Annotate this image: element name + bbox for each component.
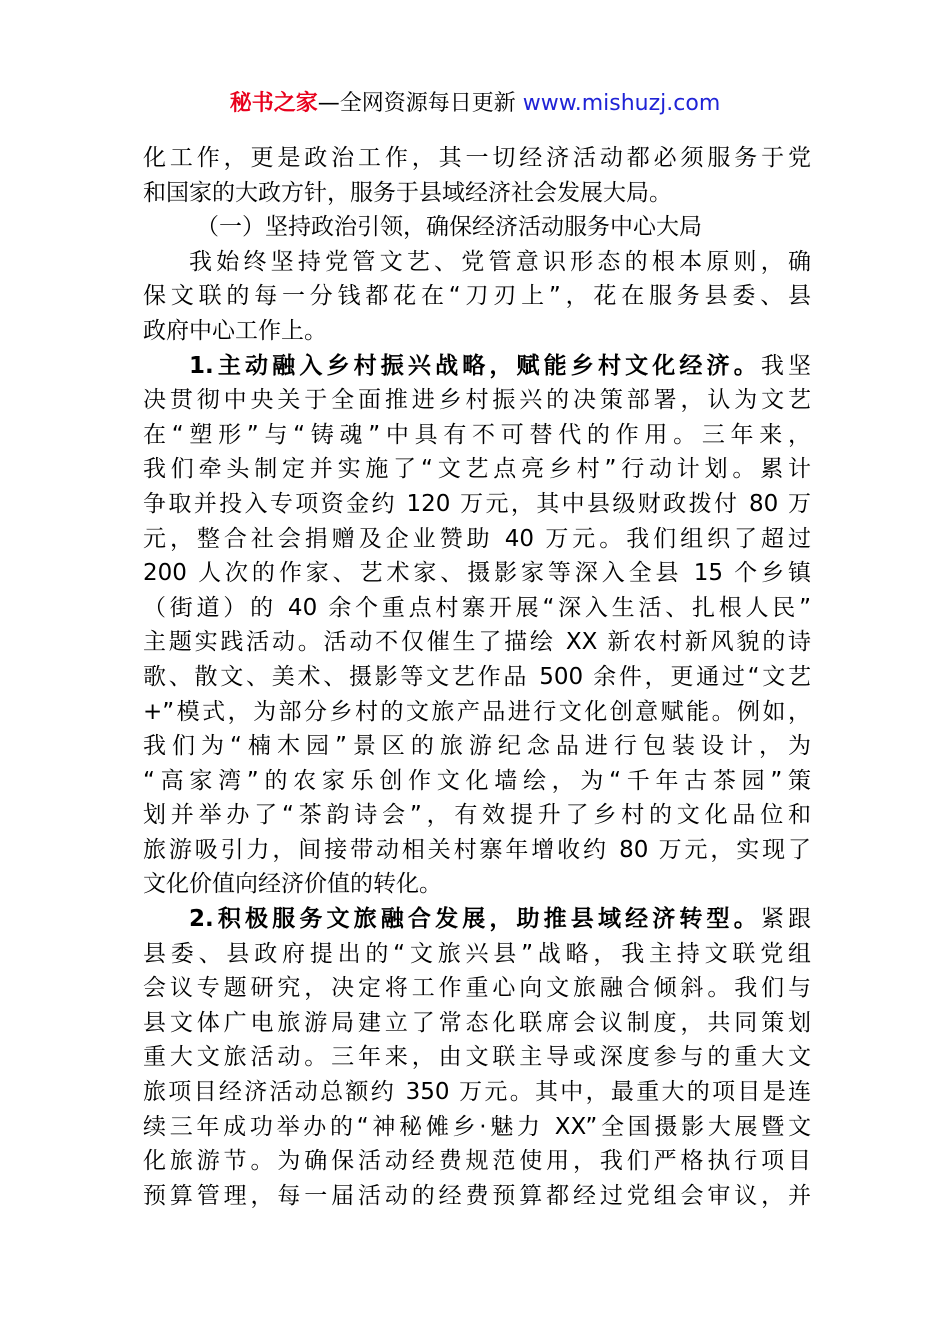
text-line: 旅项目经济活动总额约 350 万元。其中，最重大的项目是连: [143, 1079, 811, 1106]
document-body: [143, 141, 811, 1213]
page-header: [0, 89, 950, 119]
text-line: （街道）的 40 余个重点村寨开展“深入生活、扎根人民”: [143, 594, 811, 621]
text-line: 元，整合社会捐赠及企业赞助 40 万元。我们组织了超过: [143, 525, 811, 552]
paragraph-heading: 1.主动融入乡村振兴战略，赋能乡村文化经济。: [189, 352, 761, 379]
text-line: 化工作，更是政治工作，其一切经济活动都必须服务于党: [143, 145, 811, 171]
text-line: 和国家的大政方针，服务于县域经济社会发展大局。: [143, 179, 672, 206]
text-line: +”模式，为部分乡村的文旅产品进行文化创意赋能。例如，: [143, 698, 811, 725]
text-line: 文化价值向经济价值的转化。: [143, 871, 442, 898]
header-brand: 秘书之家: [229, 91, 318, 116]
header-site-link[interactable]: www.mishuzj.com: [522, 91, 721, 116]
text-line: 我们为“楠木园”景区的旅游纪念品进行包装设计，为: [143, 733, 811, 760]
text-line: 划并举办了“茶韵诗会”，有效提升了乡村的文化品位和: [143, 802, 811, 829]
text-line: 旅游吸引力，间接带动相关村寨年增收约 80 万元，实现了: [143, 836, 811, 863]
paragraph-heading: 2.积极服务文旅融合发展，助推县域经济转型。: [189, 906, 761, 933]
text-line: 200 人次的作家、艺术家、摄影家等深入全县 15 个乡镇: [143, 560, 811, 587]
header-tagline: —全网资源每日更新: [317, 91, 523, 116]
text-line: “高家湾”的农家乐创作文化墙绘，为“千年古茶园”策: [143, 767, 811, 794]
text-line: 预算管理，每一届活动的经费预算都经过党组会审议，并: [143, 1182, 811, 1209]
section-heading: （一）坚持政治引领，确保经济活动服务中心大局: [196, 214, 702, 241]
text-line: 县文体广电旅游局建立了常态化联席会议制度，共同策划: [143, 1009, 811, 1036]
text-line: 决贯彻中央关于全面推进乡村振兴的决策部署，认为文艺: [143, 387, 811, 414]
text-line: 续三年成功举办的“神秘傩乡·魅力 XX”全国摄影大展暨文: [143, 1113, 811, 1140]
paragraph-lead-line: 1.主动融入乡村振兴战略，赋能乡村文化经济。我坚: [189, 352, 811, 379]
text-line: 争取并投入专项资金约 120 万元，其中县级财政拨付 80 万: [143, 490, 811, 517]
text-line: 我始终坚持党管文艺、党管意识形态的根本原则，确: [189, 248, 811, 275]
text-line: 重大文旅活动。三年来，由文联主导或深度参与的重大文: [143, 1044, 811, 1071]
text-line: 政府中心工作上。: [143, 317, 327, 344]
paragraph-lead-line: 2.积极服务文旅融合发展，助推县域经济转型。紧跟: [189, 906, 811, 933]
text-line: 化旅游节。为确保活动经费规范使用，我们严格执行项目: [143, 1148, 811, 1175]
text-line: 我们牵头制定并实施了“文艺点亮乡村”行动计划。累计: [143, 456, 811, 483]
text-line: 歌、散文、美术、摄影等文艺作品 500 余件，更通过“文艺: [143, 663, 811, 690]
text-line: 县委、县政府提出的“文旅兴县”战略，我主持文联党组: [143, 940, 811, 967]
text-line: 在“塑形”与“铸魂”中具有不可替代的作用。三年来，: [143, 421, 811, 448]
text-line: 会议专题研究，决定将工作重心向文旅融合倾斜。我们与: [143, 975, 811, 1002]
text-line: 保文联的每一分钱都花在“刀刃上”，花在服务县委、县: [143, 283, 811, 310]
text-line: 主题实践活动。活动不仅催生了描绘 XX 新农村新风貌的诗: [143, 629, 811, 656]
